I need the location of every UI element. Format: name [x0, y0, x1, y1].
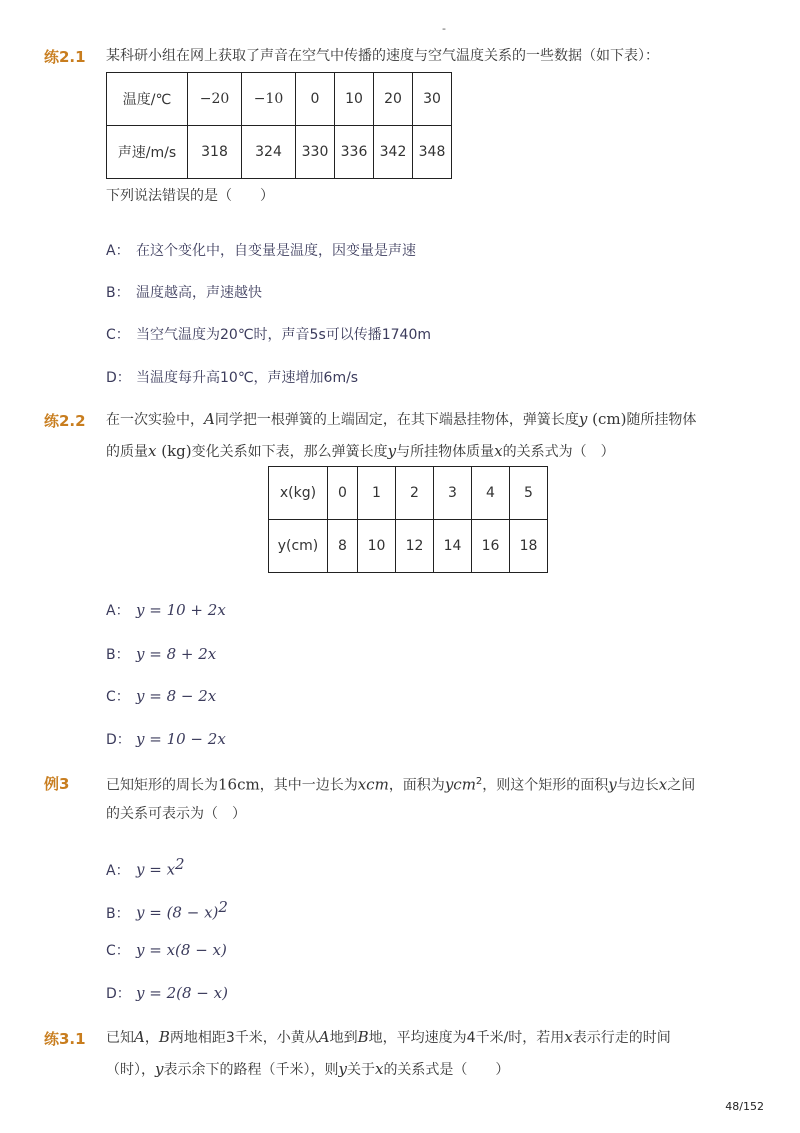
table-cell: 20 [374, 73, 413, 126]
table-head: 温度/℃ [107, 73, 188, 126]
option-text: 在这个变化中，自变量是温度，因变量是声速 [136, 243, 416, 259]
option-key: D： [106, 370, 131, 386]
table-cell: 16 [472, 520, 510, 573]
table-cell: 12 [396, 520, 434, 573]
option-math: y = 8 − 2x [136, 687, 217, 705]
option-key: D： [106, 732, 131, 748]
table-cell: 342 [374, 126, 413, 179]
option-math: y = 10 + 2x [136, 601, 226, 619]
table-cell: 330 [296, 126, 335, 179]
table-cell: 4 [472, 467, 510, 520]
table-cell: 10 [358, 520, 396, 573]
data-table [268, 466, 548, 573]
table-cell: 3 [434, 467, 472, 520]
option-c[interactable] [106, 686, 216, 706]
table-cell: 30 [413, 73, 452, 126]
question-label: 例3 [44, 775, 70, 793]
question-label: 练3.1 [44, 1030, 86, 1048]
option-c[interactable] [106, 324, 431, 344]
option-key: B： [106, 285, 130, 301]
table-cell: −20 [188, 73, 242, 126]
question-stem-line1: 已知矩形的周长为16cm，其中一边长为xcm，面积为ycm$^2$，则这个矩形的面积y与边长x之间 [106, 775, 696, 794]
question-stem-line2: 的质量x (kg)变化关系如下表，那么弹簧长度y与所挂物体质量x的关系式为（ ） [106, 442, 615, 460]
option-key: C： [106, 943, 130, 959]
table-cell: 0 [328, 467, 358, 520]
table-cell: 14 [434, 520, 472, 573]
option-b[interactable] [106, 644, 216, 664]
table-head: 声速/m/s [107, 126, 188, 179]
option-b[interactable]: B： $y = (8 - x)^2$ [106, 898, 228, 922]
option-a[interactable] [106, 240, 416, 260]
option-key: C： [106, 689, 130, 705]
table-cell: 324 [242, 126, 296, 179]
option-b[interactable] [106, 282, 262, 302]
table-cell: 5 [510, 467, 548, 520]
option-math: y = x [136, 860, 176, 879]
option-c[interactable] [106, 940, 227, 960]
table-cell: −10 [242, 73, 296, 126]
question-stem-line1: 在一次实验中，A同学把一根弹簧的上端固定，在其下端悬挂物体，弹簧长度y (cm)随所挂物体 [106, 410, 697, 428]
option-math: y = 10 − 2x [136, 730, 226, 748]
option-math: y = 2(8 − x) [136, 984, 228, 1002]
question-prompt: 下列说法错误的是（ ） [106, 188, 274, 204]
question-stem-line2: 的关系可表示为（ ） [106, 806, 246, 822]
option-text: 当空气温度为20℃时，声音5s可以传播1740m [136, 327, 432, 343]
option-math: y = 8 + 2x [136, 645, 217, 663]
table-cell: 8 [328, 520, 358, 573]
option-key: C： [106, 327, 130, 343]
option-key: B： [106, 905, 130, 922]
page-number: 48/152 [725, 1100, 764, 1113]
option-key: A： [106, 603, 130, 619]
option-key: B： [106, 647, 130, 663]
table-cell: 1 [358, 467, 396, 520]
data-table [106, 72, 452, 179]
table-head: y(cm) [269, 520, 328, 573]
table-cell: 2 [396, 467, 434, 520]
question-stem-line1: 已知A，B两地相距3千米，小黄从A地到B地，平均速度为4千米/时，若用x表示行走的时间 [106, 1028, 671, 1046]
option-d[interactable] [106, 367, 358, 387]
table-cell: 0 [296, 73, 335, 126]
top-mark: - [442, 22, 446, 35]
option-text: 温度越高，声速越快 [136, 285, 262, 301]
option-key: D： [106, 986, 131, 1002]
question-stem-line2: （时），y表示余下的路程（千米），则y关于x的关系式是（ ） [106, 1060, 510, 1078]
option-d[interactable] [106, 983, 228, 1003]
option-d[interactable] [106, 729, 226, 749]
table-head: x(kg) [269, 467, 328, 520]
option-text: 当温度每升高10℃，声速增加6m/s [136, 370, 359, 386]
table-cell: 10 [335, 73, 374, 126]
question-label: 练2.1 [44, 48, 86, 66]
table-cell: 318 [188, 126, 242, 179]
question-stem: 某科研小组在网上获取了声音在空气中传播的速度与空气温度关系的一些数据（如下表）： [106, 48, 659, 64]
option-math: y = x(8 − x) [136, 941, 227, 959]
table-cell: 348 [413, 126, 452, 179]
table-cell: 18 [510, 520, 548, 573]
option-key: A： [106, 243, 130, 259]
option-a[interactable]: A： $y = x^2$ [106, 855, 185, 879]
table-cell: 336 [335, 126, 374, 179]
question-label: 练2.2 [44, 412, 86, 430]
option-key: A： [106, 862, 130, 879]
option-math: y = (8 − x) [136, 903, 219, 922]
option-a[interactable] [106, 600, 226, 620]
